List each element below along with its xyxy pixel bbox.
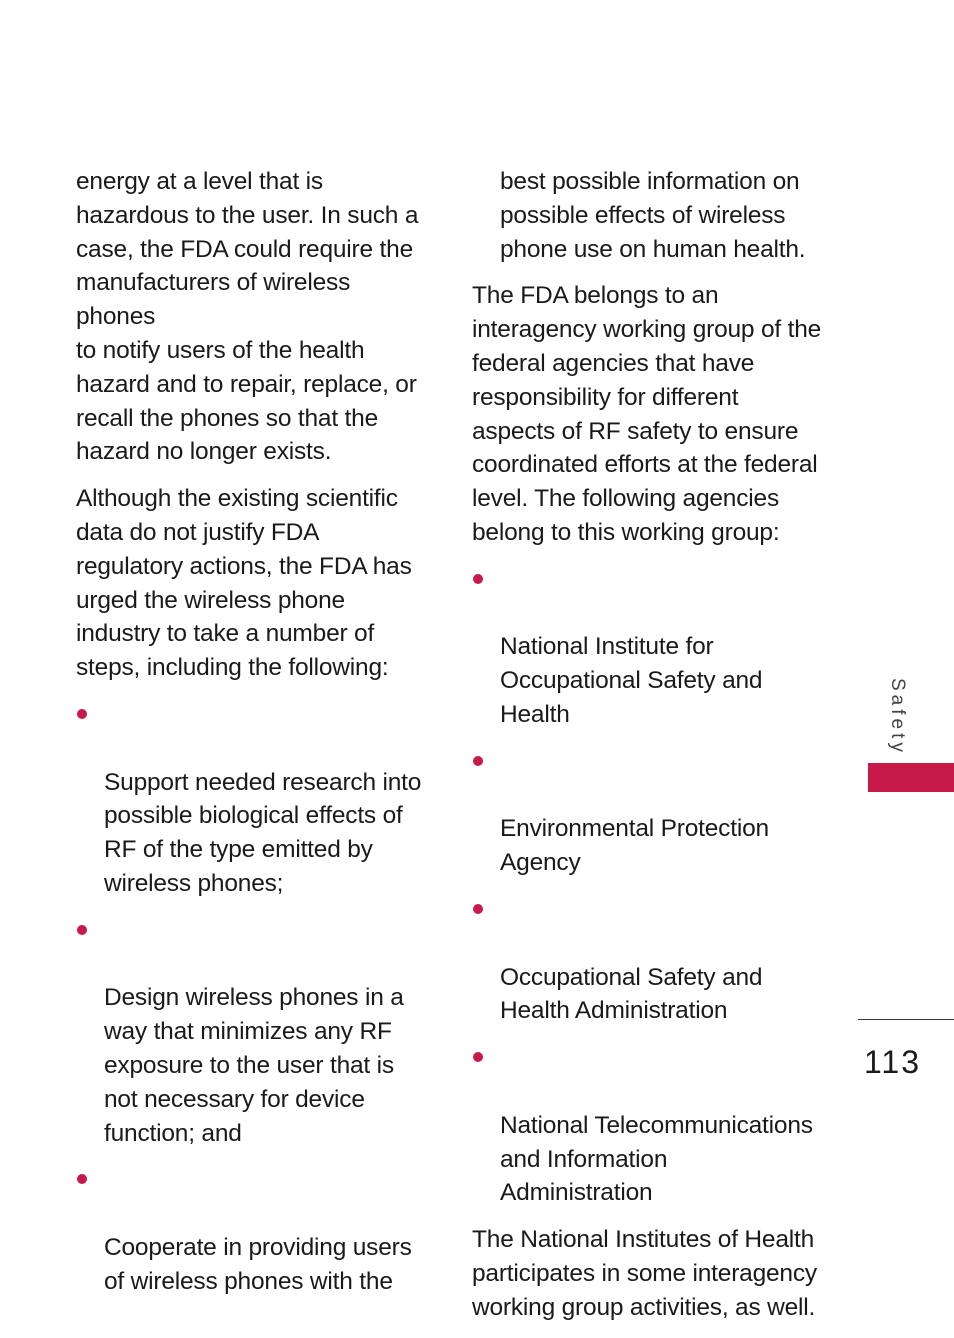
page-number: 113 — [864, 1044, 922, 1080]
list-item — [76, 698, 426, 901]
section-tab-marker — [868, 763, 954, 792]
section-tab-label: Safety — [887, 678, 908, 756]
list-item — [472, 893, 822, 1028]
list-item — [472, 1041, 822, 1210]
list-item-text: National Institute for Occupational Safety and Health — [500, 633, 763, 728]
list-item-text: Cooperate in providing users of wireless phones with the — [104, 1233, 412, 1295]
footer-divider — [858, 1019, 954, 1020]
right-paragraph-1: The FDA belongs to an interagency working group of the federal agencies that have responsibility for different aspects of RF safety to ensure coordinated efforts at the federal level. The following agencies belong to this working group: — [472, 282, 822, 546]
bullet-dot-icon — [473, 904, 483, 914]
list-item-text: National Telecommunications and Information Administration — [500, 1111, 813, 1207]
left-paragraph-2: Although the existing scientific data do not justify FDA regulatory actions, the FDA has urged the wireless phone industry to take a number of steps, including the following: — [76, 485, 412, 682]
list-item — [472, 563, 822, 732]
bullet-dot-icon — [473, 1052, 483, 1062]
bullet-dot-icon — [473, 574, 483, 584]
list-item — [76, 914, 426, 1151]
bullet-dot-icon — [77, 709, 87, 719]
left-column — [76, 165, 426, 1312]
list-item — [472, 745, 822, 880]
bullet-continuation: best possible information on possible effects of wireless phone use on human health. — [500, 168, 806, 263]
left-bullet-list — [76, 698, 426, 1299]
list-item-text: Support needed research into possible biological effects of RF of the type emitted by wireless phones; — [104, 768, 422, 897]
right-column — [472, 165, 822, 1338]
bullet-dot-icon — [473, 756, 483, 766]
list-item-text: Design wireless phones in a way that minimizes any RF exposure to the user that is not necessary for device function; and — [104, 984, 404, 1147]
bullet-dot-icon — [77, 925, 87, 935]
agency-bullet-list — [472, 563, 822, 1210]
bullet-dot-icon — [77, 1174, 87, 1184]
list-item — [76, 1163, 426, 1298]
list-item-text: Occupational Safety and Health Administration — [500, 963, 763, 1025]
left-paragraph-1: energy at a level that is hazardous to the user. In such a case, the FDA could require the manufacturers of wireless phones to notify users of the health hazard and to repair, replace, or recall the phones so that the hazard no longer exists. — [76, 168, 419, 466]
list-item-text: Environmental Protection Agency — [500, 815, 769, 877]
right-paragraph-2: The National Institutes of Health participates in some interagency working group activities, as well. — [472, 1226, 817, 1321]
